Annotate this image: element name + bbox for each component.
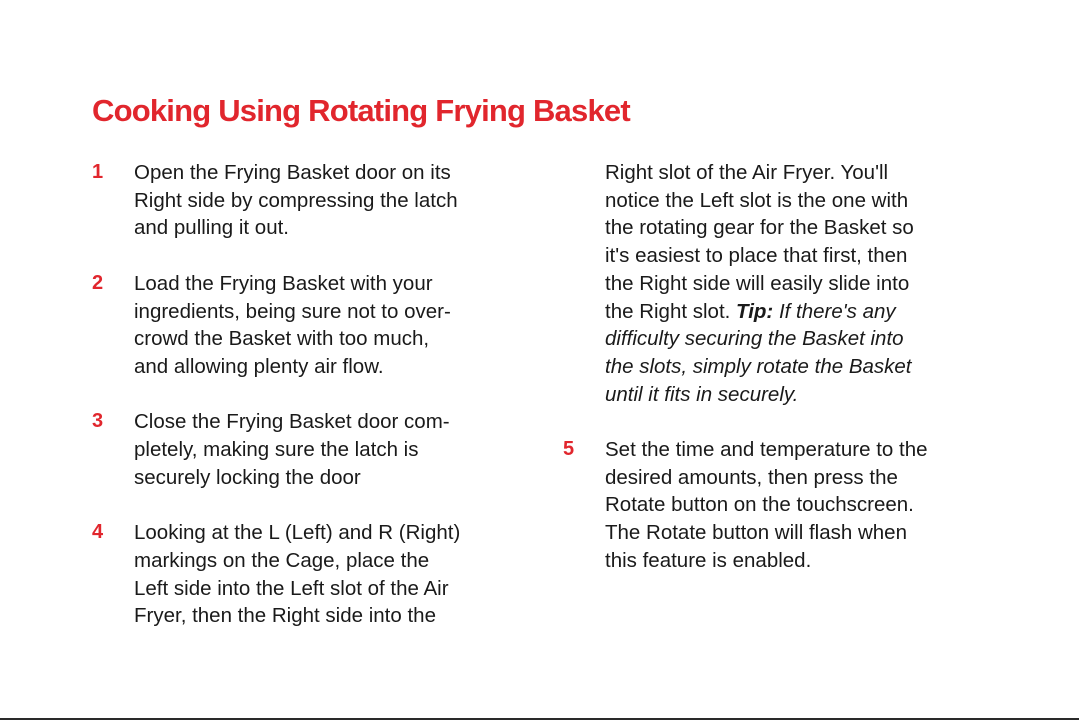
step-4 <box>92 519 532 630</box>
step-text: Looking at the L (Left) and R (Right) markings on the Cage, place the Left side into the Left slot of the Air Fryer, then the Right side into the <box>134 521 461 628</box>
step-number: 5 <box>563 438 575 461</box>
tip-label: Tip: <box>736 299 774 323</box>
step-5 <box>563 436 1003 575</box>
left-column <box>92 159 532 630</box>
step-text: Set the time and temperature to the desired amounts, then press the Rotate button on the touchscreen. The Rotate button will flash when this feature is enabled. <box>605 438 928 572</box>
step-text: Load the Frying Basket with your ingredients, being sure not to over- crowd the Basket with too much, and allowing plenty air flow. <box>134 271 451 378</box>
step-number: 3 <box>92 410 104 433</box>
step-number: 2 <box>92 271 104 294</box>
step-3 <box>92 408 532 491</box>
step-number: 4 <box>92 521 104 544</box>
step-4-continued <box>563 159 1003 408</box>
tip-line: the Right slot. Tip: If there's any <box>605 299 896 323</box>
step-text: Right slot of the Air Fryer. You'll notice the Left slot is the one with the rotating gear for the Basket so it's easiest to place that first, then the Right side will easily slide into the Right slot. Tip: If there's any difficulty securing the Basket into the slots, simply rotate the Basket until it fits in securely. <box>605 159 1003 408</box>
right-column <box>563 159 1003 575</box>
step-text: Open the Frying Basket door on its Right side by compressing the latch and pulling it out. <box>134 161 458 240</box>
step-number: 1 <box>92 161 104 183</box>
step-text: Close the Frying Basket door com- pletely, making sure the latch is securely locking the door <box>134 410 450 489</box>
step-1 <box>92 159 532 242</box>
step-2 <box>92 270 532 381</box>
page-title: Cooking Using Rotating Frying Basket <box>92 93 630 128</box>
